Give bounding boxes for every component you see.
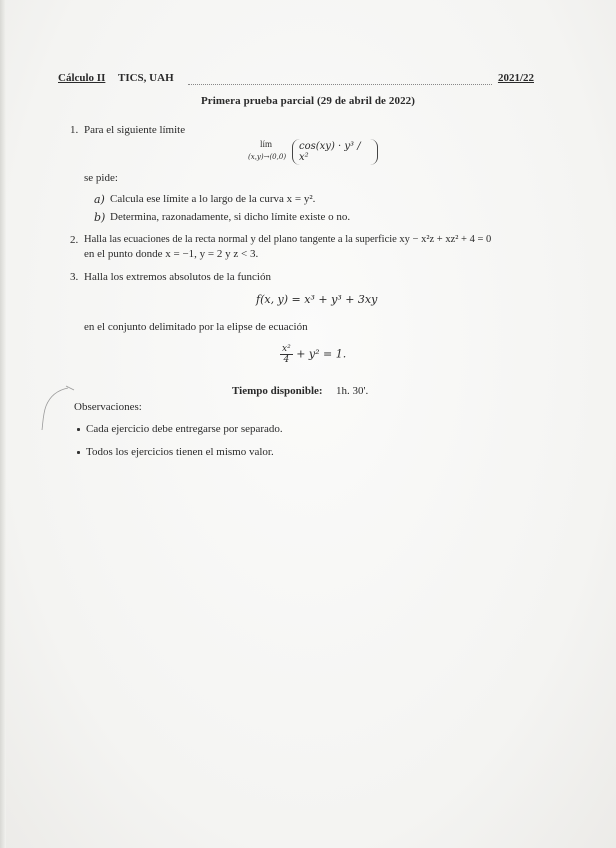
problem-2-line2: en el punto donde x = −1, y = 2 y z < 3.: [84, 248, 259, 260]
problem-3-number: 3.: [70, 271, 79, 283]
exam-header: [58, 72, 534, 86]
problem-2-line1: Halla las ecuaciones de la recta normal y del plano tangente a la superficie xy − x²z + xz² + 4 = 0: [84, 234, 492, 245]
time-label: Tiempo disponible:: [232, 385, 323, 397]
exam-title: Primera prueba parcial (29 de abril de 2022): [200, 95, 416, 107]
problem-1-number: 1.: [70, 124, 79, 136]
part-b-text: Determina, razonadamente, si dicho límite existe o no.: [110, 211, 351, 223]
header-rule: [188, 84, 492, 85]
problem-2-number: 2.: [70, 234, 79, 246]
observation-1: Cada ejercicio debe entregarse por separado.: [86, 423, 283, 435]
academic-year: 2021/22: [497, 72, 534, 84]
part-a-label: a): [94, 193, 105, 206]
problem-1-ask: se pide:: [84, 172, 118, 184]
observation-2: Todos los ejercicios tienen el mismo valor.: [86, 446, 274, 458]
ellipse-denominator: 4: [283, 355, 290, 365]
ellipse-numerator: x²: [282, 344, 291, 354]
time-value: 1h. 30'.: [336, 385, 369, 397]
ellipse-rest: + y² = 1.: [296, 347, 347, 361]
pencil-mark: [38, 384, 78, 434]
observations-heading: Observaciones:: [74, 401, 142, 413]
observation-1-bullet: [77, 428, 80, 431]
page-edge-shadow: [0, 0, 6, 848]
problem-3-set-text: en el conjunto delimitado por la elipse de ecuación: [84, 321, 308, 333]
problem-1-intro: Para el siguiente límite: [84, 124, 186, 136]
course-name: Cálculo II: [58, 72, 106, 84]
part-b-label: b): [94, 211, 106, 224]
part-a-text: Calcula ese límite a lo largo de la curva x = y².: [110, 193, 316, 205]
limit-lim-word: lím: [260, 139, 273, 149]
limit-subscript: (x,y)→(0,0): [248, 153, 287, 161]
ellipse-fraction: [280, 344, 293, 365]
problem-1-limit: [248, 133, 378, 167]
problem-3-function: f(x, y) = x³ + y³ + 3xy: [256, 293, 378, 306]
problem-3-intro: Halla los extremos absolutos de la función: [84, 271, 271, 283]
limit-expression: cos(xy) · y³ / x²: [292, 139, 378, 165]
observation-2-bullet: [77, 451, 80, 454]
school-name: TICS, UAH: [118, 72, 174, 84]
ellipse-equation: [280, 344, 346, 365]
